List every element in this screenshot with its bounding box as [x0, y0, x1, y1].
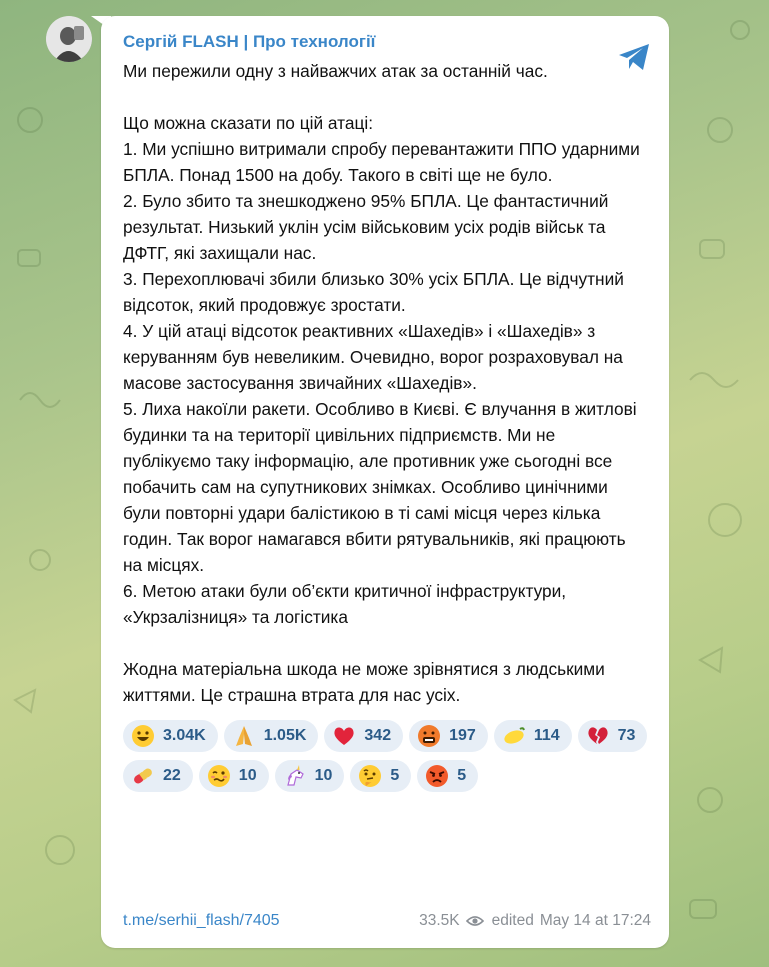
reaction-grinning[interactable]: [123, 720, 218, 752]
reaction-count: 73: [617, 727, 636, 744]
message-point: 4. У цій атаці відсоток реактивних «Шахедів» і «Шахедів» з керуванням був невеликим. Очевидно, ворог розраховувал на масове застосування звичайних «Шахедів».: [123, 321, 623, 393]
reaction-count: 10: [238, 767, 257, 784]
reaction-count: 5: [457, 767, 467, 784]
message-intro: Ми пережили одну з найважчих атак за останній час.: [123, 61, 548, 81]
folded-hands-icon: [232, 724, 256, 748]
reaction-count: 342: [364, 727, 392, 744]
broken-heart-icon: [586, 724, 610, 748]
edited-label: edited: [491, 912, 534, 929]
message-text: [123, 58, 647, 708]
eye-icon: [466, 915, 484, 927]
message-point: 3. Перехоплювачі збили близько 30% усіх БПЛА. Це відчутний відсоток, який продовжує зростати.: [123, 269, 624, 315]
reaction-lemon[interactable]: [494, 720, 572, 752]
grinning-face-icon: [131, 724, 155, 748]
woozy-face-icon: [207, 764, 231, 788]
message-lead: Що можна сказати по цій атаці:: [123, 113, 374, 133]
unicorn-icon: [283, 764, 307, 788]
reaction-thinking[interactable]: [350, 760, 411, 792]
reaction-count: 197: [449, 727, 476, 744]
pill-icon: [131, 764, 155, 788]
view-count: 33.5K: [419, 912, 460, 929]
reaction-heart[interactable]: [324, 720, 403, 752]
reaction-pill[interactable]: [123, 760, 193, 792]
reaction-count: 10: [314, 767, 333, 784]
post-link[interactable]: t.me/serhii_flash/7405: [123, 912, 280, 929]
channel-avatar[interactable]: [46, 16, 92, 62]
message-point: 5. Лиха накоїли ракети. Особливо в Києві. Є влучання в житлові будинки та на території цивільних підприємств. Ми не публікуємо таку інформацію, але противник уже сьогодні все побачить сам на супутникових знімках. Особливо цинічними були повторні удари балістикою в ті самі місця через кілька годин. Так ворог намагався вбити рятувальників, які працюють на місцях.: [123, 399, 637, 575]
reaction-woozy[interactable]: [199, 760, 269, 792]
message-point: 6. Метою атаки були об’єкти критичної інфраструктури, «Укрзалізниця» та логістика: [123, 581, 567, 627]
avatar-portrait-icon: [46, 16, 92, 62]
angry-face-icon: [425, 764, 449, 788]
share-icon[interactable]: [617, 42, 651, 72]
message-closing: Жодна матеріальна шкода не може зрівнятися з людськими життями. Це страшна втрата для нас усіх.: [123, 659, 605, 705]
reaction-broken-heart[interactable]: [578, 720, 648, 752]
timestamp: May 14 at 17:24: [539, 912, 651, 929]
message-footer: [123, 910, 651, 932]
thinking-face-icon: [358, 764, 382, 788]
reaction-pray[interactable]: [224, 720, 319, 752]
reaction-symbols[interactable]: [409, 720, 488, 752]
reactions-bar: [123, 720, 653, 792]
message-point: 2. Було збито та знешкоджено 95% БПЛА. Це фантастичний результат. Низький уклін усім військовим усіх родів військ та ДФТГ, які захищали нас.: [123, 191, 609, 263]
reaction-unicorn[interactable]: [275, 760, 345, 792]
message-bubble: [101, 16, 669, 948]
reaction-angry[interactable]: [417, 760, 478, 792]
reaction-count: 3.04K: [163, 727, 206, 744]
reaction-count: 22: [163, 767, 181, 784]
reaction-count: 1.05K: [263, 727, 307, 744]
face-with-symbols-icon: [417, 724, 441, 748]
red-heart-icon: [332, 724, 356, 748]
message-meta: [419, 912, 651, 930]
reaction-count: 5: [390, 767, 400, 784]
message-point: 1. Ми успішно витримали спробу перевантажити ППО ударними БПЛА. Понад 1500 на добу. Такого в світі ще не було.: [123, 139, 640, 185]
lemon-icon: [502, 724, 526, 748]
reaction-count: 114: [533, 727, 560, 744]
channel-name[interactable]: Сергій FLASH | Про технології: [123, 32, 376, 51]
